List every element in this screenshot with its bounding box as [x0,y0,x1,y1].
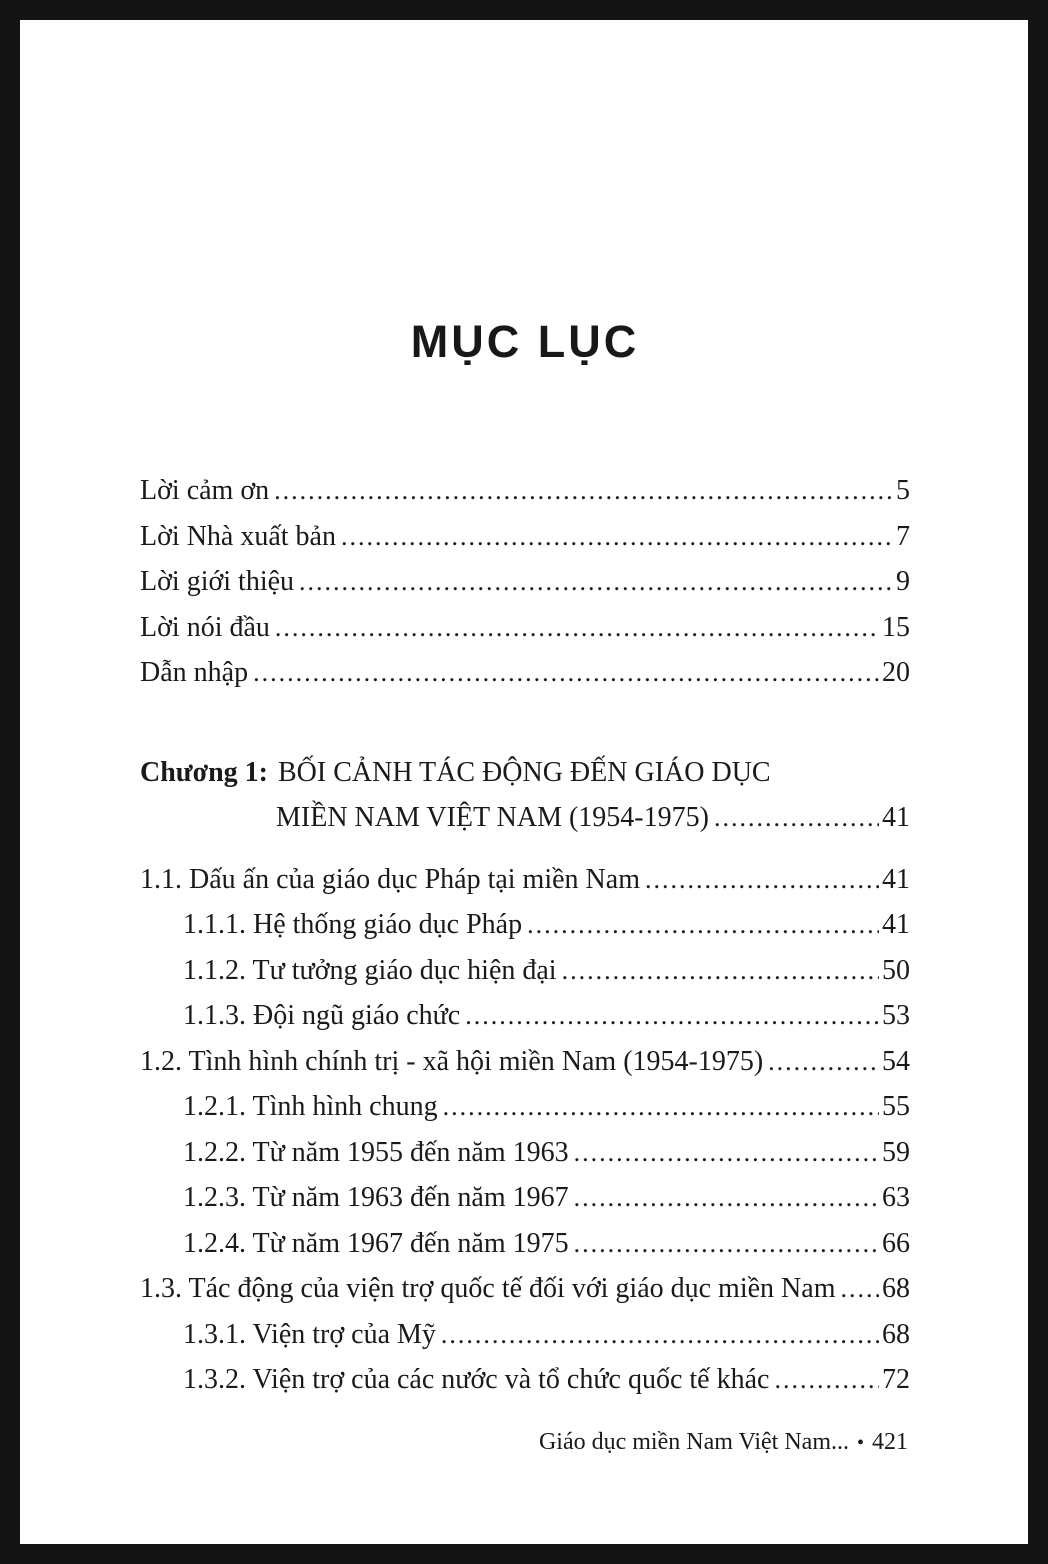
toc-entry [140,993,910,1039]
dot-leader [562,948,879,994]
toc-page-number: 20 [882,657,910,688]
toc-page-number: 50 [882,954,910,986]
footer-bullet: • [856,1432,864,1454]
dot-leader [768,1039,879,1085]
toc-entry-label: 1.3. Tác động của viện trợ quốc tế đối với giáo dục miền Nam [140,1273,836,1304]
front-matter-list [140,468,910,696]
page-title: MỤC LỤC [410,316,640,367]
toc-entry-label: 1.1.1. Hệ thống giáo dục Pháp [183,909,523,940]
toc-page-number: 9 [896,566,910,597]
footer-page-number: 421 [872,1429,908,1455]
chapter-number-label: Chương 1: [140,756,268,788]
toc-page-number: 55 [882,1091,910,1122]
toc-entry-label: 1.2.1. Tình hình chung [183,1091,438,1122]
toc-entry-label: 1.2.2. Từ năm 1955 đến năm 1963 [183,1136,569,1168]
toc-entry [140,605,910,651]
toc-entry-label: Lời nói đầu [140,611,270,643]
toc-entry-label: Lời giới thiệu [140,566,295,597]
toc-page-number: 5 [896,475,910,506]
toc-content [20,316,1028,1403]
section-list [140,857,910,1403]
toc-page-number: 41 [882,909,910,940]
toc-entry-label: 1.3.1. Viện trợ của Mỹ [183,1318,436,1350]
toc-entry-label: 1.1.3. Đội ngũ giáo chức [183,1000,461,1031]
dot-leader [299,559,893,605]
toc-entry [140,948,910,994]
toc-page-number: 7 [896,520,910,552]
dot-leader [840,1266,879,1312]
chapter-entry [140,750,910,841]
toc-entry [140,857,910,903]
toc-page-number: 15 [882,611,910,643]
dot-leader [443,1084,879,1130]
toc-entry [140,1357,910,1403]
toc-page-number: 72 [882,1364,910,1395]
toc-page-number: 41 [882,802,910,833]
toc-page-number: 63 [882,1182,910,1213]
toc-entry [140,650,910,696]
dot-leader [465,993,879,1039]
toc-entry [140,902,910,948]
toc-page-number: 68 [882,1273,910,1304]
chapter-title-line2 [140,795,910,841]
dot-leader [527,902,879,948]
toc-page-number: 59 [882,1136,910,1168]
toc-entry [140,1221,910,1267]
dot-leader [714,795,879,841]
dot-leader [441,1312,879,1358]
toc-entry [140,1130,910,1176]
chapter-title-line1 [140,750,910,796]
dot-leader [574,1221,879,1267]
footer-book-title: Giáo dục miền Nam Việt Nam... [538,1429,849,1455]
toc-page-number: 53 [882,1000,910,1031]
toc-page-number: 66 [882,1227,910,1259]
toc-entry [140,1084,910,1130]
dot-leader [774,1357,879,1403]
dot-leader [275,605,879,651]
toc-entry [140,1175,910,1221]
toc-entry-label: Lời cảm ơn [140,475,270,506]
dot-leader [341,514,893,560]
toc-entry-label: 1.2.3. Từ năm 1963 đến năm 1967 [183,1182,569,1213]
toc-entry [140,1039,910,1085]
dot-leader [253,650,879,696]
toc-page-number: 41 [882,863,910,895]
toc-entry-label: Dẫn nhập [140,657,249,688]
dot-leader [574,1130,879,1176]
dot-leader [574,1175,879,1221]
dot-leader [274,468,893,514]
toc-entry-label: 1.1.2. Tư tưởng giáo dục hiện đại [183,954,557,986]
toc-entry-label: 1.1. Dấu ấn của giáo dục Pháp tại miền Nam [140,863,640,895]
toc-entry [140,514,910,560]
toc-page-number: 68 [882,1318,910,1350]
toc-entry [140,1266,910,1312]
dot-leader [645,857,879,903]
toc-entry [140,468,910,514]
toc-entry-label: 1.2.4. Từ năm 1967 đến năm 1975 [183,1227,569,1259]
running-footer [539,1429,908,1456]
toc-page-number: 54 [882,1045,910,1077]
chapter-title-text: MIỀN NAM VIỆT NAM (1954-1975) [276,802,709,833]
toc-entry [140,559,910,605]
toc-entry-label: 1.3.2. Viện trợ của các nước và tổ chức quốc tế khác [183,1364,770,1395]
chapter-title-text: BỐI CẢNH TÁC ĐỘNG ĐẾN GIÁO DỤC [278,756,771,788]
toc-entry-label: Lời Nhà xuất bản [140,520,336,552]
toc-entry-label: 1.2. Tình hình chính trị - xã hội miền Nam (1954-1975) [140,1045,764,1077]
toc-entry [140,1312,910,1358]
